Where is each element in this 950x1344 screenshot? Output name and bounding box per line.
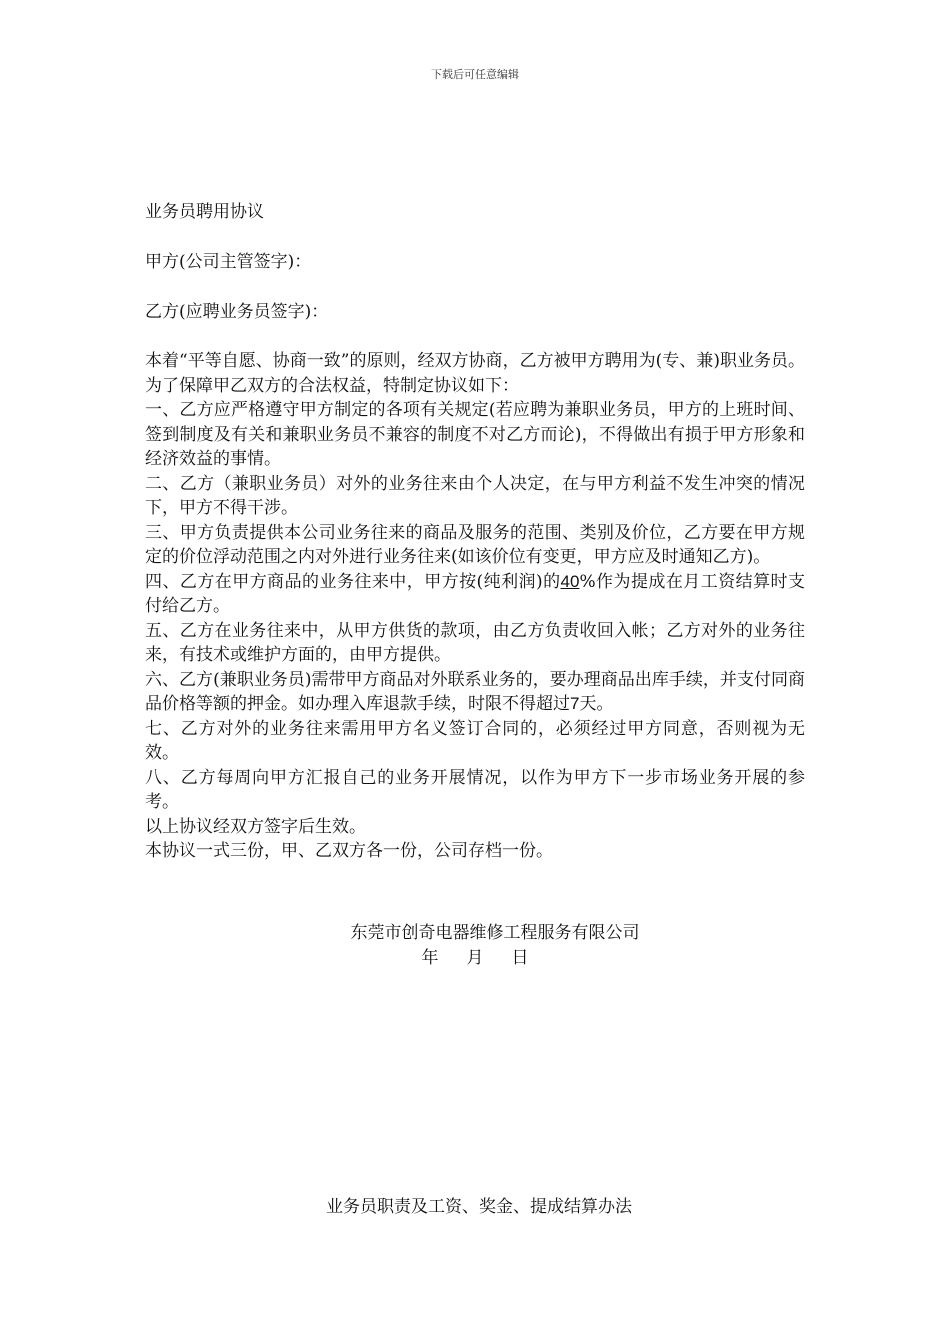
clause-4 — [145, 570, 805, 619]
copies-statement: 本协议一式三份，甲、乙双方各一份，公司存档一份。 — [145, 841, 553, 861]
clause-6 — [145, 668, 805, 717]
refund-days-value: 7 — [570, 694, 580, 713]
clause-6-text-before: 六、乙方(兼职业务员)需带甲方商品对外联系业务的，要办理商品出库手续，并支付同商品价格等额的押金。如办理入库退款手续，时限不得超过 — [145, 669, 805, 714]
effective-statement: 以上协议经双方签字后生效。 — [145, 816, 366, 837]
agreement-body — [145, 349, 805, 864]
party-a-signature-line: 甲方(公司主管签字)： — [145, 252, 312, 272]
clause-2: 二、乙方（兼职业务员）对外的业务往来由个人决定，在与甲方利益不发生冲突的情况下，甲方不得干涉。 — [145, 473, 805, 518]
clause-5: 五、乙方在业务往来中，从甲方供货的款项，由乙方负责收回入帐；乙方对外的业务往来，有技术或维护方面的，由甲方提供。 — [145, 620, 805, 665]
clause-7: 七、乙方对外的业务往来需用甲方名义签订合同的，必须经过甲方同意，否则视为无效。 — [145, 718, 805, 763]
clause-4-text-before: 四、乙方在甲方商品的业务往来中，甲方按(纯利润)的 — [145, 571, 561, 592]
clause-1: 一、乙方应严格遵守甲方制定的各项有关规定(若应聘为兼职业务员，甲方的上班时间、签到制度及有关和兼职业务员不兼容的制度不对乙方而论)，不得做出有损于甲方形象和经济效益的事情。 — [145, 400, 805, 469]
clause-6-text-after: 天。 — [579, 694, 614, 714]
clause-3: 三、甲方负责提供本公司业务往来的商品及服务的范围、类别及价位，乙方要在甲方规定的价位浮动范围之内对外进行业务往来(如该价位有变更，甲方应及时通知乙方)。 — [145, 522, 805, 567]
date-year-label: 年 — [421, 948, 439, 968]
date-day-label: 日 — [511, 948, 529, 968]
date-month-label: 月 — [466, 948, 484, 968]
party-b-signature-line: 乙方(应聘业务员签字)： — [145, 302, 329, 322]
company-name: 东莞市创奇电器维修工程服务有限公司 — [350, 923, 640, 943]
clause-8: 八、乙方每周向甲方汇报自己的业务开展情况，以作为甲方下一步市场业务开展的参考。 — [145, 767, 805, 812]
intro-paragraph: 本着“平等自愿、协商一致”的原则，经双方协商，乙方被甲方聘用为(专、兼)职业务员。为了保障甲乙双方的合法权益，特制定协议如下： — [145, 351, 805, 396]
document-title: 业务员聘用协议 — [145, 202, 264, 222]
header-note: 下载后可任意编辑 — [431, 68, 519, 81]
clause-4-text-after: %作为提成在月工资结算时支付给乙方。 — [145, 571, 806, 616]
commission-percent-value: 40 — [560, 571, 580, 591]
next-section-title: 业务员职责及工资、奖金、提成结算办法 — [326, 1197, 632, 1217]
date-line — [0, 946, 950, 970]
